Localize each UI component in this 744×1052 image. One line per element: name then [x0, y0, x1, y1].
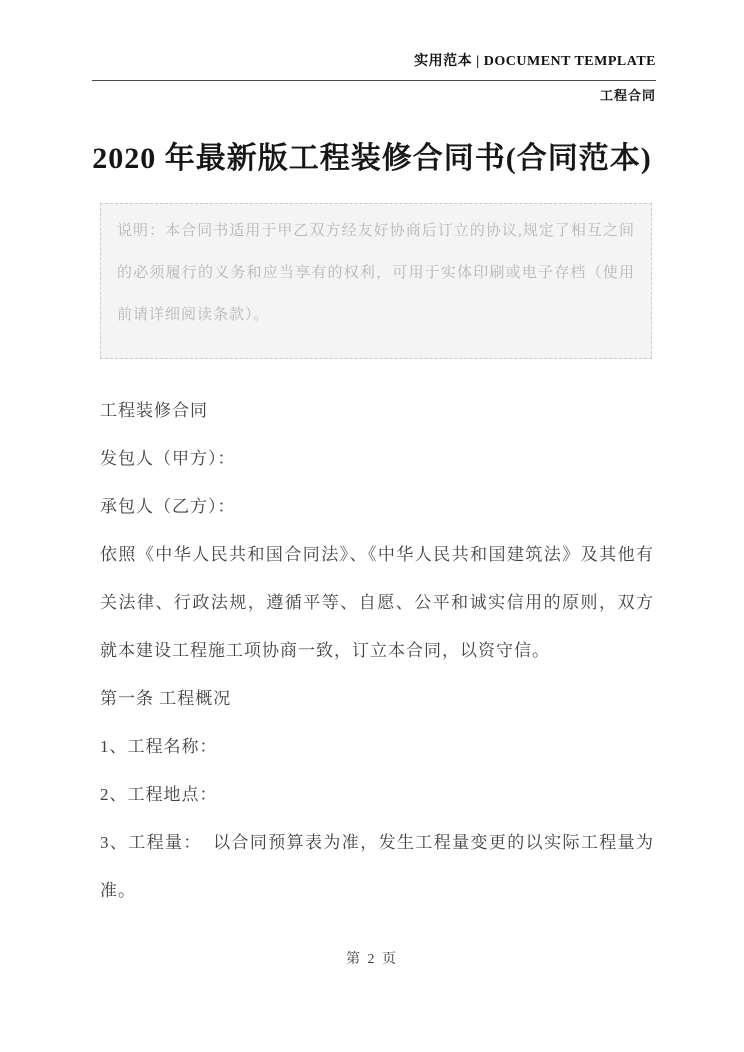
paragraph-project-location: 2、工程地点：: [100, 785, 218, 804]
document-title: 2020 年最新版工程装修合同书(合同范本): [92, 142, 652, 175]
paragraph-project-quantity: 3、工程量： 以合同预算表为准，发生工程量变更的以实际工程量为准。: [100, 833, 654, 900]
header-brand: 实用范本 | DOCUMENT TEMPLATE: [414, 54, 656, 69]
paragraph-article-1-heading: 第一条 工程概况: [100, 689, 232, 708]
header-category: 工程合同: [599, 88, 656, 103]
page-footer: 第 2 页: [346, 952, 398, 967]
paragraph-party-a: 发包人（甲方）：: [100, 449, 236, 468]
paragraph-party-b: 承包人（乙方）：: [100, 497, 236, 516]
paragraph-preamble: 依照《中华人民共和国合同法》、《中华人民共和国建筑法》及其他有关法律、行政法规，遵循平等、自愿、公平和诚实信用的原则，双方就本建设工程施工项协商一致，订立本合同，以资守信。: [100, 545, 654, 660]
paragraph-contract-subtitle: 工程装修合同: [100, 401, 208, 420]
notice-box: 说明：本合同书适用于甲乙双方经友好协商后订立的协议,规定了相互之间的必须履行的义务和应当享有的权利，可用于实体印刷或电子存档（使用前请详细阅读条款）。: [100, 203, 652, 359]
page-header: [0, 0, 744, 104]
paragraph-project-name: 1、工程名称：: [100, 737, 218, 756]
document-body: [100, 387, 654, 915]
